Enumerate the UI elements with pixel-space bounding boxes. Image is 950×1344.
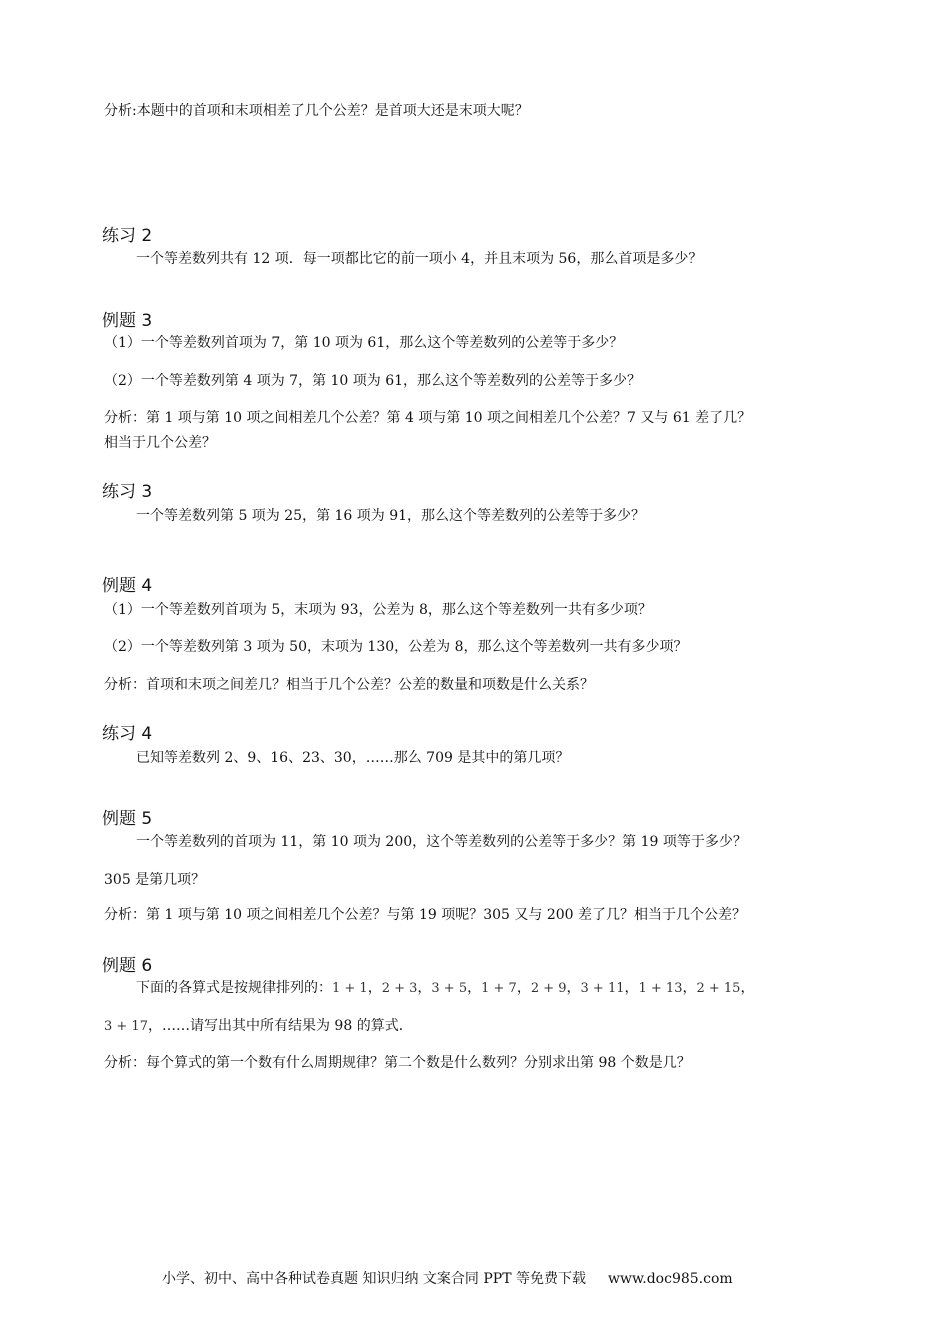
example-6-intro: 下面的各算式是按规律排列的：	[136, 980, 332, 996]
footer-url: www.doc985.com	[607, 1271, 733, 1287]
example-4-question-1: （1）一个等差数列首项为 5，末项为 93，公差为 8，那么这个等差数列一共有多少项？	[104, 602, 652, 618]
example-5-analysis: 分析：第 1 项与第 10 项之间相差几个公差？与第 19 项呢？305 又与 200 差了几？相当于几个公差？	[104, 907, 747, 923]
footer-text: 小学、初中、高中各种试卷真题 知识归纳 文案合同 PPT 等免费下载	[162, 1271, 586, 1287]
top-analysis: 分析:本题中的首项和末项相差了几个公差？是首项大还是末项大呢？	[104, 103, 529, 119]
example-6-analysis: 分析：每个算式的第一个数有什么周期规律？第二个数是什么数列？分别求出第 98 个数是几？	[104, 1055, 691, 1071]
formula: 2 + 3	[381, 981, 418, 996]
example-3-heading: 例题 3	[102, 311, 153, 331]
practice-4-heading: 练习 4	[102, 724, 153, 744]
example-3-question-1: （1）一个等差数列首项为 7，第 10 项为 61，那么这个等差数列的公差等于多少？	[104, 335, 624, 351]
example-5-text-line-1: 一个等差数列的首项为 11，第 10 项为 200，这个等差数列的公差等于多少？第 19 项等于多少？	[136, 834, 747, 850]
example-6-tail: ，……请写出其中所有结果为 98 的算式．	[147, 1018, 413, 1034]
formula: 1 + 13	[638, 981, 683, 996]
formula: 1 + 1	[332, 981, 368, 996]
example-6-heading: 例题 6	[102, 956, 153, 976]
formula: 1 + 7	[481, 981, 517, 996]
example-3-analysis-line-1: 分析：第 1 项与第 10 项之间相差几个公差？第 4 项与第 10 项之间相差几个公差？7 又与 61 差了几？	[104, 410, 752, 426]
example-3-question-2: （2）一个等差数列第 4 项为 7，第 10 项为 61，那么这个等差数列的公差等于多少？	[104, 373, 642, 389]
practice-4-text: 已知等差数列 2、9、16、23、30，……那么 709 是其中的第几项？	[136, 750, 570, 766]
formula: 3 + 17	[104, 1019, 148, 1034]
example-5-text-line-2: 305 是第几项？	[104, 872, 206, 888]
example-4-analysis: 分析：首项和末项之间差几？相当于几个公差？公差的数量和项数是什么关系？	[104, 677, 594, 693]
example-3-analysis-line-2: 相当于几个公差？	[104, 435, 216, 451]
practice-3-heading: 练习 3	[102, 482, 153, 502]
formula: 3 + 11	[580, 981, 625, 996]
practice-2-heading: 练习 2	[102, 226, 153, 246]
formula: 2 + 9	[530, 981, 567, 996]
example-6-line-2	[104, 1017, 413, 1036]
example-4-heading: 例题 4	[102, 576, 153, 596]
example-4-question-2: （2）一个等差数列第 3 项为 50，末项为 130，公差为 8，那么这个等差数列一共有多少项？	[104, 639, 688, 655]
practice-3-text: 一个等差数列第 5 项为 25，第 16 项为 91，那么这个等差数列的公差等于多少？	[136, 508, 646, 524]
formula: 2 + 15	[696, 981, 741, 996]
formula: 3 + 5	[431, 981, 468, 996]
example-6-line-1: 下面的各算式是按规律排列的：1 + 1，2 + 3，3 + 5，1 + 7，2 + 9，3 + 11，1 + 13，2 + 15，	[136, 980, 755, 996]
page-footer	[162, 1268, 733, 1288]
practice-2-text: 一个等差数列共有 12 项．每一项都比它的前一项小 4，并且末项为 56，那么首项是多少？	[136, 251, 703, 267]
example-5-heading: 例题 5	[102, 809, 153, 829]
